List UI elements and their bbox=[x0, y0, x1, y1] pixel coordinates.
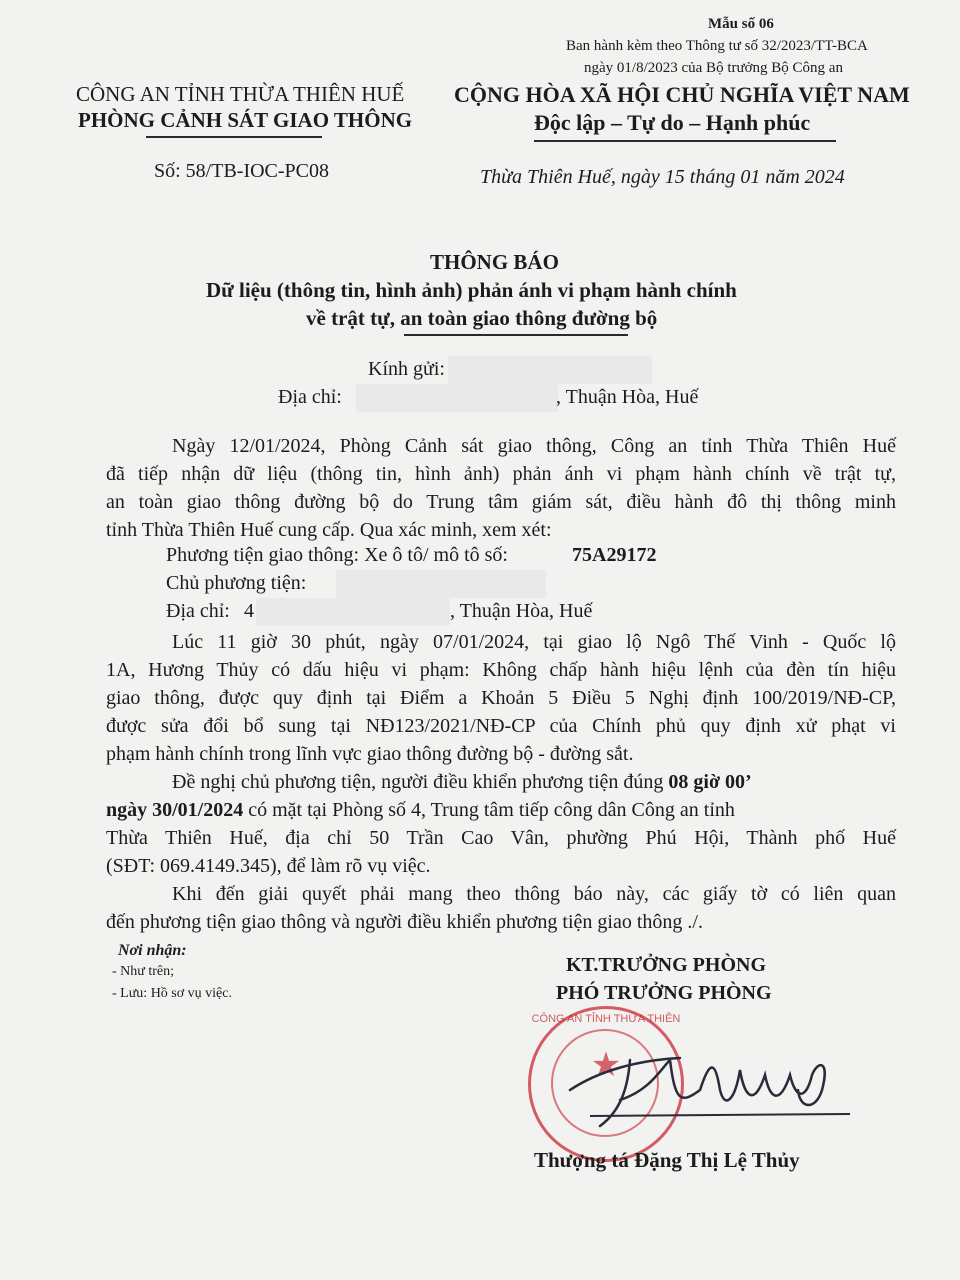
address-suffix: , Thuận Hòa, Huế bbox=[556, 386, 699, 408]
agency-name: PHÒNG CẢNH SÁT GIAO THÔNG bbox=[78, 108, 413, 132]
form-issued-line2: ngày 01/8/2023 của Bộ trưởng Bộ Công an bbox=[584, 60, 843, 76]
p4-line2: đến phương tiện giao thông và người điều khiển phương tiện giao thông ./. bbox=[106, 911, 703, 933]
redacted-recipient-address bbox=[356, 384, 558, 412]
p4-line1: Khi đến giải quyết phải mang theo thông báo này, các giấy tờ có liên quan bbox=[172, 883, 896, 905]
to-label: Kính gửi: bbox=[368, 358, 445, 380]
doc-title: THÔNG BÁO bbox=[430, 250, 559, 274]
redacted-owner-address bbox=[256, 598, 450, 626]
handwritten-signature bbox=[560, 1030, 890, 1140]
form-number: Mẫu số 06 bbox=[708, 16, 774, 32]
recipients-item-2: - Lưu: Hồ sơ vụ việc. bbox=[112, 986, 232, 1001]
p2-line1: Lúc 11 giờ 30 phút, ngày 07/01/2024, tại giao lộ Ngô Thế Vinh - Quốc lộ bbox=[172, 631, 896, 653]
owner-address-prefix: 4 bbox=[244, 600, 254, 622]
owner-address-label: Địa chỉ: bbox=[166, 600, 230, 622]
redacted-recipient-name bbox=[448, 356, 652, 384]
nation-name: CỘNG HÒA XÃ HỘI CHỦ NGHĨA VIỆT NAM bbox=[454, 82, 910, 107]
p2-line4: được sửa đổi bổ sung tại NĐ123/2021/NĐ-CP của Chính phủ quy định xử phạt vi bbox=[106, 715, 896, 737]
p3-line4: (SĐT: 069.4149.345), để làm rõ vụ việc. bbox=[106, 855, 431, 877]
recipients-item-1: - Như trên; bbox=[112, 964, 175, 979]
p3-line1 bbox=[106, 768, 896, 796]
recipients-title: Nơi nhận: bbox=[118, 942, 187, 959]
address-label: Địa chỉ: bbox=[278, 386, 342, 408]
p2-line3: giao thông, được quy định tại Điểm a Khoản 5 Điều 5 Nghị định 100/2019/NĐ-CP, bbox=[106, 687, 896, 709]
redacted-owner-name bbox=[336, 570, 546, 598]
paragraph-violation bbox=[106, 628, 896, 768]
vehicle-plate: 75A29172 bbox=[572, 544, 657, 566]
p2-line2: 1A, Hương Thủy có dấu hiệu vi phạm: Không chấp hành hiệu lệnh của đèn tín hiệu bbox=[106, 659, 896, 681]
signature-role-1: KT.TRƯỞNG PHÒNG bbox=[566, 954, 766, 976]
agency-parent: CÔNG AN TỈNH THỪA THIÊN HUẾ bbox=[76, 82, 405, 106]
owner-address-suffix: , Thuận Hòa, Huế bbox=[450, 600, 593, 622]
p3-line1-text: Đề nghị chủ phương tiện, người điều khiển phương tiện đúng bbox=[172, 771, 664, 793]
place-date: Thừa Thiên Huế, ngày 15 tháng 01 năm 2024 bbox=[480, 166, 845, 188]
p3-line2 bbox=[106, 796, 896, 824]
paragraph-received bbox=[106, 432, 896, 544]
owner-label: Chủ phương tiện: bbox=[166, 572, 307, 594]
agency-underline bbox=[146, 136, 322, 138]
p1-line4: tỉnh Thừa Thiên Huế cung cấp. Qua xác minh, xem xét: bbox=[106, 519, 552, 541]
doc-subtitle-2: về trật tự, an toàn giao thông đường bộ bbox=[306, 306, 658, 330]
form-issued-line1: Ban hành kèm theo Thông tư số 32/2023/TT-BCA bbox=[566, 38, 868, 54]
paragraph-request bbox=[106, 768, 896, 880]
p3-appointment-date: ngày 30/01/2024 bbox=[106, 799, 244, 821]
p3-appointment-time: 08 giờ 00’ bbox=[668, 771, 752, 793]
p1-line3: an toàn giao thông đường bộ do Trung tâm giám sát, điều hành đô thị thông minh bbox=[106, 491, 896, 513]
p3-line2-text: có mặt tại Phòng số 4, Trung tâm tiếp công dân Công an tỉnh bbox=[248, 799, 735, 821]
motto-underline bbox=[534, 140, 836, 142]
vehicle-label: Phương tiện giao thông: Xe ô tô/ mô tô số: bbox=[166, 544, 508, 566]
signer-name: Thượng tá Đặng Thị Lệ Thủy bbox=[534, 1148, 800, 1172]
p1-line1: Ngày 12/01/2024, Phòng Cảnh sát giao thông, Công an tỉnh Thừa Thiên Huế bbox=[172, 435, 896, 457]
star-icon: ★ bbox=[590, 1047, 622, 1084]
nation-motto: Độc lập – Tự do – Hạnh phúc bbox=[534, 110, 811, 135]
signature-role-2: PHÓ TRƯỞNG PHÒNG bbox=[556, 982, 772, 1004]
title-underline bbox=[404, 334, 628, 336]
stamp-ring-text: CÔNG AN TỈNH THỪA THIÊN bbox=[531, 1013, 681, 1025]
p2-line5: phạm hành chính trong lĩnh vực giao thông đường bộ - đường sắt. bbox=[106, 743, 634, 765]
p3-line3: Thừa Thiên Huế, địa chỉ 50 Trần Cao Vân, phường Phú Hội, Thành phố Huế bbox=[106, 827, 896, 849]
paragraph-documents bbox=[106, 880, 896, 936]
p1-line2: đã tiếp nhận dữ liệu (thông tin, hình ảnh) phản ánh vi phạm hành chính về trật tự, bbox=[106, 463, 896, 485]
doc-number: Số: 58/TB-IOC-PC08 bbox=[154, 160, 330, 182]
doc-subtitle-1: Dữ liệu (thông tin, hình ảnh) phản ánh vi phạm hành chính bbox=[206, 278, 737, 302]
